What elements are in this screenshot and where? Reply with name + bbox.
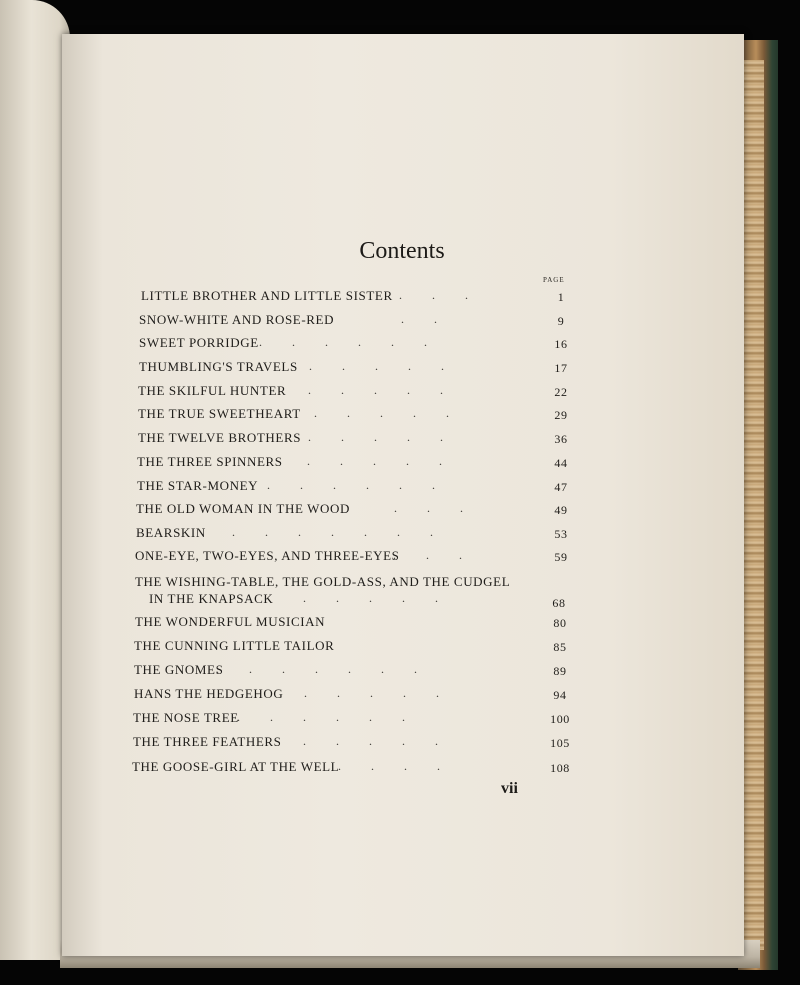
toc-entry-page-number: 68 (552, 596, 566, 610)
dot-leader: . . . . . . (267, 478, 435, 492)
toc-entry-page-number: 29 (554, 408, 568, 422)
toc-entry-title: SWEET PORRIDGE (139, 335, 259, 350)
dot-leader: . . . . . (308, 430, 443, 444)
dot-leader: . . . . . (309, 359, 444, 373)
dot-leader: . . . . . (308, 383, 443, 397)
toc-entry (135, 548, 575, 568)
toc-entry (133, 710, 573, 730)
toc-entry (134, 662, 574, 682)
toc-entry-title: SNOW-WHITE AND ROSE-RED (139, 312, 335, 327)
dot-leader: . . . . . (307, 454, 442, 468)
toc-entry (132, 759, 572, 779)
toc-entry-title: BEARSKIN (136, 525, 206, 540)
toc-entry-page-number: 36 (554, 432, 568, 446)
dot-leader: . . . . . (304, 686, 439, 700)
toc-entry-title: THE THREE SPINNERS (137, 454, 283, 469)
toc-entry-page-number: 17 (554, 361, 568, 375)
toc-entry-title: HANS THE HEDGEHOG (134, 686, 284, 701)
toc-entry-page-number: 49 (554, 503, 568, 517)
toc-entry-title: THE STAR-MONEY (137, 478, 259, 493)
toc-entry-page-number: 44 (554, 456, 568, 470)
toc-entry-page-number: 105 (550, 736, 570, 750)
toc-entry-title: THE THREE FEATHERS (133, 734, 282, 749)
toc-entry-title: THE GNOMES (134, 662, 224, 677)
toc-entry-page-number: 22 (554, 385, 568, 399)
toc-entry-page-number: 16 (554, 337, 568, 351)
toc-entry (135, 614, 575, 634)
dot-leader: . . . (394, 501, 463, 515)
toc-entry (136, 525, 576, 545)
toc-entry-title: THE NOSE TREE (133, 710, 239, 725)
page-column-label: PAGE (543, 276, 565, 284)
toc-entry-page-number: 80 (553, 616, 567, 630)
toc-entry-title: THE GOOSE-GIRL AT THE WELL (132, 759, 340, 774)
toc-entry (133, 734, 573, 754)
toc-entry-title: THE WISHING-TABLE, THE GOLD-ASS, AND THE CUDGEL (135, 574, 511, 589)
toc-entry-page-number: 89 (553, 664, 567, 678)
toc-entry (141, 288, 581, 308)
folio-number: vii (501, 780, 518, 797)
dot-leader: . . . . . (314, 406, 449, 420)
toc-entry (136, 501, 576, 521)
toc-entry-title: THE TWELVE BROTHERS (138, 430, 302, 445)
toc-entry (138, 430, 578, 450)
toc-entry-page-number: 1 (557, 290, 565, 304)
toc-entry-title: THE CUNNING LITTLE TAILOR (134, 638, 335, 653)
dot-leader: . . . . . . . (216, 662, 417, 676)
toc-entry-title: ONE-EYE, TWO-EYES, AND THREE-EYES (135, 548, 400, 563)
toc-entry (135, 574, 575, 610)
toc-entry-page-number: 94 (553, 688, 567, 702)
page-title: Contents (359, 238, 445, 264)
dot-leader: . . . (399, 288, 468, 302)
dot-leader: . . (401, 312, 437, 326)
toc-entry (138, 383, 578, 403)
toc-entry (134, 686, 574, 706)
toc-entry-page-number: 9 (557, 314, 565, 328)
toc-entry (139, 359, 579, 379)
dot-leader: . . . . . . . (232, 525, 433, 539)
toc-entry (138, 406, 578, 426)
dot-leader: . . . . . (303, 591, 438, 605)
toc-entry-title: THE OLD WOMAN IN THE WOOD (136, 501, 350, 516)
toc-entry-title: LITTLE BROTHER AND LITTLE SISTER (141, 288, 393, 303)
dot-leader: . . . (393, 548, 462, 562)
toc-entry (134, 638, 574, 658)
toc-entry (137, 478, 577, 498)
dot-leader: . . . . . . (259, 335, 427, 349)
toc-entry-page-number: 53 (554, 527, 568, 541)
toc-entry-page-number: 108 (550, 761, 570, 775)
toc-entry-title: THE WONDERFUL MUSICIAN (135, 614, 326, 629)
toc-entry-title: THE SKILFUL HUNTER (138, 383, 287, 398)
toc-entry-title: THE TRUE SWEETHEART (138, 406, 301, 421)
dot-leader: . . . . (338, 759, 440, 773)
toc-entry (139, 312, 579, 332)
toc-entry-page-number: 47 (554, 480, 568, 494)
toc-entry (137, 454, 577, 474)
toc-entry-page-number: 85 (553, 640, 567, 654)
toc-entry-page-number: 100 (550, 712, 570, 726)
toc-entry-title-continued: IN THE KNAPSACK (149, 591, 274, 606)
toc-entry-title: THUMBLING'S TRAVELS (139, 359, 298, 374)
toc-entry (139, 335, 579, 355)
dot-leader: . . . . . . (237, 710, 405, 724)
toc-entry-page-number: 59 (554, 550, 568, 564)
dot-leader: . . . . . (303, 734, 438, 748)
left-page (0, 0, 70, 960)
